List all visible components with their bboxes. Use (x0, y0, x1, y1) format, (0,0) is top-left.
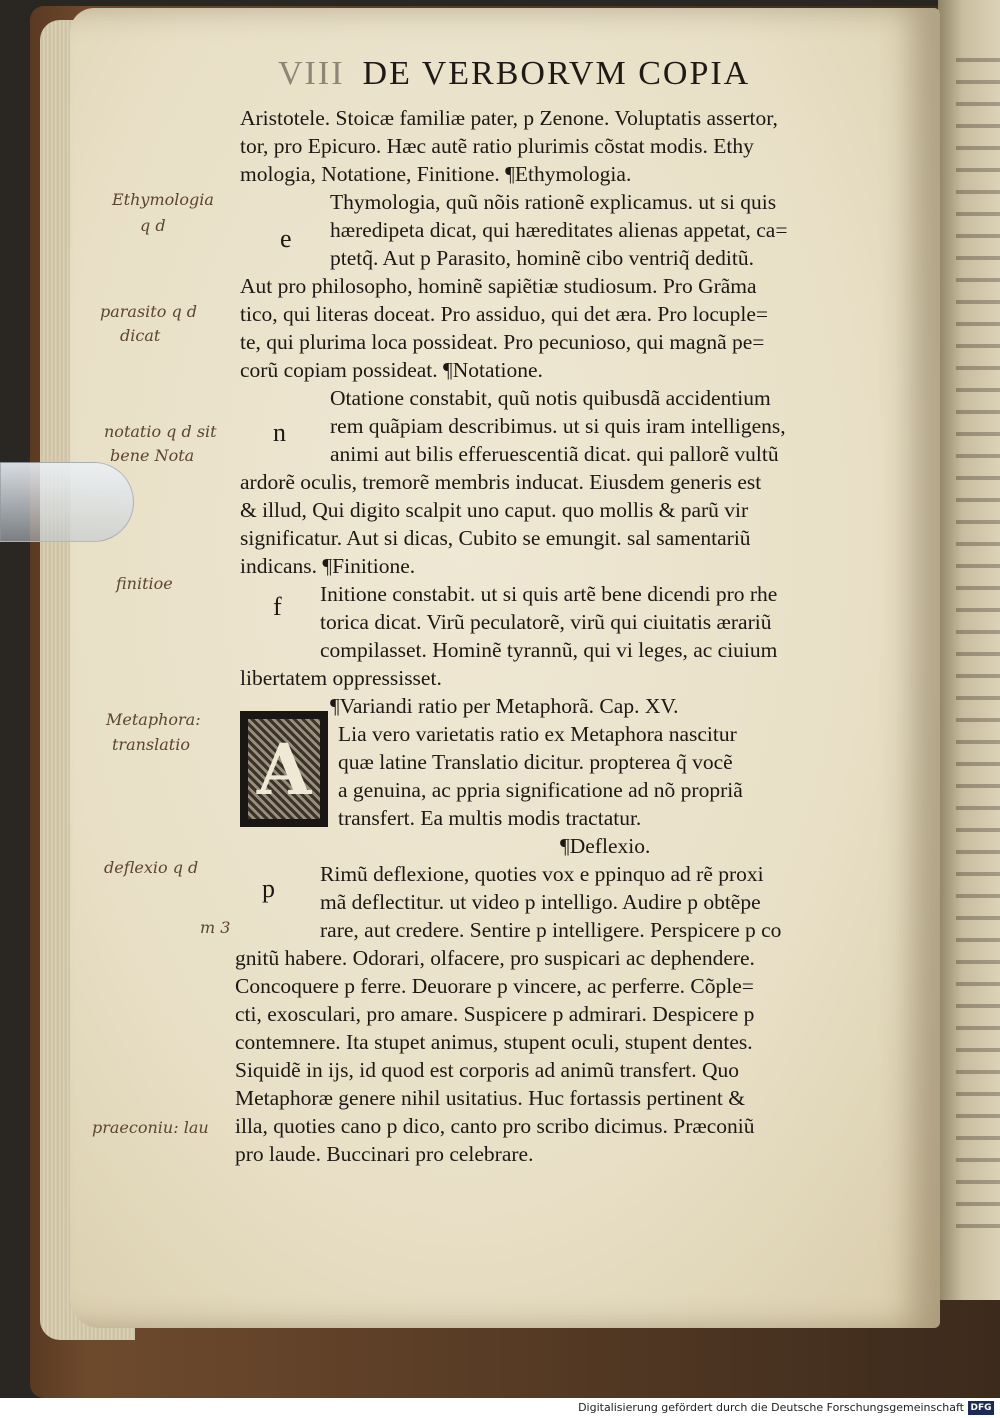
text-line: libertatem oppressisset. (240, 666, 442, 690)
text-line: a genuina, ac ppria significatione ad nõ propriã (338, 778, 743, 802)
funding-credit: Digitalisierung gefördert durch die Deutsche Forschungsgemeinschaft (578, 1401, 964, 1414)
running-head (278, 55, 838, 105)
marginal-note: Ethymologia (112, 190, 214, 209)
marginal-note: dicat (120, 326, 161, 345)
page-clip (0, 462, 134, 542)
marginal-note: q d (140, 216, 166, 235)
text-line: tico, qui literas doceat. Pro assiduo, qui det æra. Pro locuple= (240, 302, 769, 326)
text-line: Otatione constabit, quũ notis quibusdã accidentium (330, 386, 771, 410)
initial-letter: A (256, 727, 312, 811)
dfg-logo: DFG (968, 1401, 994, 1415)
text-line: significatur. Aut si dicas, Cubito se emungit. sal samentariũ (240, 526, 751, 550)
decorated-initial (240, 711, 328, 827)
text-line: Initione constabit. ut si quis artẽ bene dicendi pro rhe (320, 582, 778, 606)
text-line: Aristotele. Stoicæ familiæ pater, p Zenone. Voluptatis assertor, (240, 106, 778, 130)
folio-number: VIII (278, 55, 345, 92)
footer-bar (0, 1398, 1000, 1418)
text-line: Siquidẽ in ijs, id quod est corporis ad animũ transfert. Quo (235, 1058, 739, 1082)
text-line: Thymologia, quũ nõis rationẽ explicamus. ut si quis (330, 190, 777, 214)
section-letter-e: e (280, 224, 292, 253)
text-line: & illud, Qui digito scalpit uno caput. quo mollis & parũ vir (240, 498, 749, 522)
text-line: Concoquere p ferre. Deuorare p vincere, ac perferre. Cõple= (235, 974, 754, 998)
marginal-note: m 3 (200, 918, 231, 937)
text-line: tor, pro Epicuro. Hæc autẽ ratio plurimis cõstat modis. Ethy (240, 134, 754, 158)
facing-page (938, 0, 1000, 1300)
text-line: Lia vero varietatis ratio ex Metaphora nascitur (338, 722, 737, 746)
text-line: indicans. ¶Finitione. (240, 554, 416, 578)
marginal-note: deflexio q d (104, 858, 199, 877)
text-line: illa, quoties cano p dico, canto pro scribo dicimus. Præconiũ (235, 1114, 755, 1138)
text-line: rem quãpiam describimus. ut si quis iram intelligens, (330, 414, 786, 438)
text-line: torica dicat. Virũ peculatorẽ, virũ qui ciuitatis ærariũ (320, 610, 772, 634)
text-line: mologia, Notatione, Finitione. ¶Ethymologia. (240, 162, 632, 186)
text-line: corũ copiam possideat. ¶Notatione. (240, 358, 543, 382)
marginal-note: Metaphora: (106, 710, 201, 729)
section-letter-p: p (262, 874, 275, 903)
text-line: mã deflectitur. ut video p intelligo. Audire p obtẽpe (320, 890, 761, 914)
text-line: te, qui plurima loca possideat. Pro pecunioso, qui magnã pe= (240, 330, 765, 354)
text-line: hæredipeta dicat, qui hæreditates alienas appetat, ca= (330, 218, 788, 242)
text-line: quæ latine Translatio dicitur. propterea q̃ vocẽ (338, 750, 733, 774)
section-letter-n: n (273, 418, 286, 447)
text-line: animi aut bilis efferuescentiã dicat. qui pallorẽ vultũ (330, 442, 779, 466)
text-line: Rimũ deflexione, quoties vox e ppinquo ad rẽ proxi (320, 862, 764, 886)
marginal-note: notatio q d sit (104, 422, 217, 441)
section-letter-f: f (273, 592, 282, 621)
text-line: pro laude. Buccinari pro celebrare. (235, 1142, 534, 1166)
text-line: ardorẽ oculis, tremorẽ membris inducat. Eiusdem generis est (240, 470, 762, 494)
running-head-title: DE VERBORVM COPIA (362, 55, 751, 92)
text-line: Metaphoræ genere nihil usitatius. Huc fortassis pertinent & (235, 1086, 745, 1110)
text-line: transfert. Ea multis modis tractatur. (338, 806, 642, 830)
text-line: gnitũ habere. Odorari, olfacere, pro suspicari ac dephendere. (235, 946, 755, 970)
text-line: ¶Deflexio. (560, 834, 651, 858)
text-line: rare, aut credere. Sentire p intelligere. Perspicere p co (320, 918, 782, 942)
marginal-note: translatio (112, 735, 190, 754)
text-block (230, 104, 910, 1164)
marginal-note: finitioe (116, 574, 173, 593)
text-line: cti, exosculari, pro amare. Suspicere p admirari. Despicere p (235, 1002, 755, 1026)
marginal-note: parasito q d (100, 302, 198, 321)
text-line: Aut pro philosopho, hominẽ sapiẽtiæ studiosum. Pro Grãma (240, 274, 757, 298)
text-line: ptetq̃. Aut p Parasito, hominẽ cibo ventriq̃ deditũ. (330, 246, 754, 270)
marginal-note: bene Nota (110, 446, 195, 465)
text-line: ¶Variandi ratio per Metaphorã. Cap. XV. (330, 694, 679, 718)
text-line: contemnere. Ita stupet animus, stupent oculi, stupent dentes. (235, 1030, 753, 1054)
text-line: compilasset. Hominẽ tyrannũ, qui vi leges, ac ciuium (320, 638, 778, 662)
marginal-note: praeconiu: lau (92, 1118, 209, 1137)
